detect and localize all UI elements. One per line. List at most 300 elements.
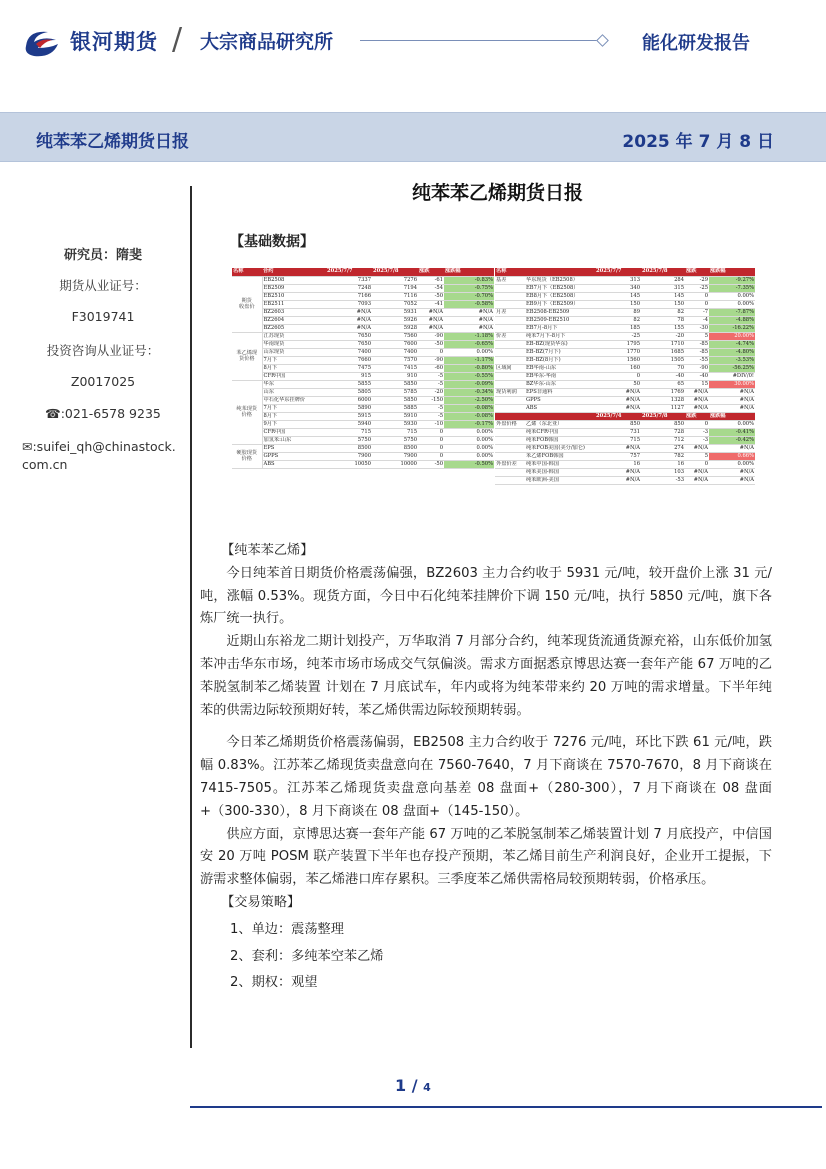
table-cell: -0.50% <box>444 460 494 468</box>
table-cell: 基差 <box>495 276 525 284</box>
table-header-cell: 涨跌 <box>685 268 709 276</box>
table-cell: #N/A <box>444 324 494 332</box>
strategy-title: 【交易策略】 <box>221 894 301 910</box>
table-cell: #N/A <box>709 396 755 404</box>
table-cell: -0.83% <box>444 276 494 284</box>
table-cell: 5926 <box>372 316 418 324</box>
table-cell: 712 <box>641 436 685 444</box>
page-number: 1 / 4 <box>395 1076 431 1095</box>
table-cell: 7052 <box>372 300 418 308</box>
table-header-cell: 合约 <box>262 268 326 276</box>
table-row <box>232 396 494 404</box>
table-cell: 9月下 <box>262 420 326 428</box>
table-row <box>232 284 494 292</box>
table-row <box>232 364 494 372</box>
table-cell: 0 <box>685 460 709 468</box>
table-cell: 5931 <box>372 308 418 316</box>
table-cell: EB2511 <box>262 300 326 308</box>
table-header-cell: 名称 <box>232 268 262 276</box>
table-cell: 6000 <box>326 396 372 404</box>
table-cell: #N/A <box>685 468 709 476</box>
table-cell: 山东 <box>262 388 326 396</box>
table-cell: ABS <box>525 404 595 412</box>
table-cell: 7650 <box>326 340 372 348</box>
table-cell: 0.00% <box>709 420 755 428</box>
table-header-cell: 2025/7/8 <box>372 268 418 276</box>
table-cell: #N/A <box>685 444 709 452</box>
table-cell: -0.08% <box>444 412 494 420</box>
table-cell: CFR中国 <box>262 428 326 436</box>
table-cell: -25 <box>595 332 641 340</box>
table-group-cell: 苯乙烯现 货价格 <box>232 332 262 380</box>
table-header-cell: 名称 <box>495 268 525 276</box>
table-cell: BZ2605 <box>262 324 326 332</box>
table-row <box>495 380 755 388</box>
table-cell: 江苏现货 <box>262 332 326 340</box>
table-cell: EB-BZ(8月下) <box>525 356 595 364</box>
table-cell <box>495 396 525 404</box>
table-cell: 7276 <box>372 276 418 284</box>
table-cell <box>495 292 525 300</box>
table-cell: #N/A <box>595 468 641 476</box>
table-cell: 1560 <box>595 356 641 364</box>
table-cell: BZ2603 <box>262 308 326 316</box>
banner-date: 2025 年 7 月 8 日 <box>622 132 774 152</box>
table-cell: EB华南-山东 <box>525 364 595 372</box>
table-cell: 782 <box>641 452 685 460</box>
table-cell: 65 <box>641 380 685 388</box>
table-cell: 15 <box>685 380 709 388</box>
table-header-cell: 2025/7/8 <box>641 268 685 276</box>
table-cell: #N/A <box>326 324 372 332</box>
footer-rule <box>190 1106 822 1108</box>
table-cell: -4.74% <box>709 340 755 348</box>
table-cell: 5910 <box>372 412 418 420</box>
table-cell: #DIV/0! <box>709 372 755 380</box>
table-cell: 103 <box>641 468 685 476</box>
table-row <box>495 332 755 340</box>
table-cell: #N/A <box>595 396 641 404</box>
table-header-cell <box>525 412 595 420</box>
table-row <box>232 380 494 388</box>
table-cell: -41 <box>418 300 444 308</box>
table-header-row <box>495 268 755 276</box>
invest-cert-label: 投资咨询从业证号： <box>46 343 160 358</box>
table-cell: -54 <box>418 284 444 292</box>
table-cell: #N/A <box>595 444 641 452</box>
table-row <box>232 372 494 380</box>
table-cell: 313 <box>595 276 641 284</box>
table-cell: -10 <box>418 420 444 428</box>
header-rule <box>360 40 602 41</box>
table-row <box>232 340 494 348</box>
table-cell: 0.00% <box>709 300 755 308</box>
table-cell: -53 <box>641 476 685 484</box>
table-cell: 1795 <box>595 340 641 348</box>
table-cell: 0 <box>418 436 444 444</box>
table-cell: -29 <box>685 276 709 284</box>
table-cell: -7 <box>685 308 709 316</box>
table-cell: -30 <box>685 324 709 332</box>
table-header-cell: 2025/7/4 <box>595 412 641 420</box>
table-row <box>495 444 755 452</box>
table-cell: 850 <box>641 420 685 428</box>
table-cell: 1685 <box>641 348 685 356</box>
table-cell: 315 <box>641 284 685 292</box>
table-cell: -40 <box>685 372 709 380</box>
table-cell: 715 <box>372 428 418 436</box>
table-cell: 0 <box>685 420 709 428</box>
table-row <box>495 348 755 356</box>
table-cell <box>495 356 525 364</box>
table-cell: -4.80% <box>709 348 755 356</box>
section-basic-data: 【基础数据】 <box>230 234 314 250</box>
table-cell: 7248 <box>326 284 372 292</box>
table-cell: -0.09% <box>444 380 494 388</box>
table-cell <box>495 284 525 292</box>
table-cell: -16.22% <box>709 324 755 332</box>
table-row <box>232 324 494 332</box>
table-cell: 纯苯FOB美国(美分/加仑) <box>525 444 595 452</box>
table-row <box>495 372 755 380</box>
sidebar-divider <box>190 186 192 1048</box>
galaxy-logo-icon <box>22 26 62 60</box>
table-cell <box>495 476 525 484</box>
table-cell: 915 <box>326 372 372 380</box>
table-cell: #N/A <box>595 388 641 396</box>
table-cell: #N/A <box>444 316 494 324</box>
table-cell: #N/A <box>595 476 641 484</box>
strategy-item-2: 2、套利：多纯苯空苯乙烯 <box>230 948 384 964</box>
table-cell: -150 <box>418 396 444 404</box>
table-cell: EB9月下（EB2509） <box>525 300 595 308</box>
brand-separator: / <box>172 22 183 57</box>
table-cell: CFR中国 <box>262 372 326 380</box>
table-cell: GPPS <box>525 396 595 404</box>
table-cell: -0.58% <box>444 300 494 308</box>
table-row <box>232 276 494 284</box>
table-cell: 5930 <box>372 420 418 428</box>
table-cell: 155 <box>641 324 685 332</box>
table-cell: 7560 <box>372 332 418 340</box>
table-cell: 纯苯欧洲-美国 <box>525 476 595 484</box>
table-cell: 82 <box>595 316 641 324</box>
table-cell: -56.25% <box>709 364 755 372</box>
table-cell: -85 <box>685 348 709 356</box>
table-cell: 185 <box>595 324 641 332</box>
table-cell: #N/A <box>418 308 444 316</box>
table-cell: 731 <box>595 428 641 436</box>
strategy-item-1: 1、单边：震荡整理 <box>230 921 344 937</box>
table-header-cell <box>495 412 525 420</box>
table-cell: 中石化华东挂牌价 <box>262 396 326 404</box>
table-cell: 0.00% <box>444 428 494 436</box>
table-cell: 10000 <box>372 460 418 468</box>
table-cell: 284 <box>641 276 685 284</box>
table-cell <box>495 428 525 436</box>
table-cell: 0 <box>685 292 709 300</box>
table-cell: 8月下 <box>262 364 326 372</box>
table-cell: 0.00% <box>444 452 494 460</box>
table-cell: 苯乙烯FOB韩国 <box>525 452 595 460</box>
table-header-cell: 涨跌 <box>418 268 444 276</box>
table-row <box>232 292 494 300</box>
table-cell: 340 <box>595 284 641 292</box>
left-data-table <box>232 268 494 469</box>
table-row <box>495 356 755 364</box>
table-cell: 7570 <box>372 356 418 364</box>
table-cell: 0.00% <box>709 292 755 300</box>
report-type: 能化研发报告 <box>642 33 750 54</box>
table-cell: #N/A <box>418 324 444 332</box>
table-row <box>232 428 494 436</box>
table-cell: 7660 <box>326 356 372 364</box>
table-row <box>495 460 755 468</box>
phone: ☎:021-6578 9235 <box>45 406 161 421</box>
table-cell: 华南现货 <box>262 340 326 348</box>
table-cell: 0 <box>685 300 709 308</box>
brand-name: 银河期货 <box>70 30 158 54</box>
table-cell <box>495 340 525 348</box>
spacer <box>200 722 772 732</box>
table-row <box>232 300 494 308</box>
table-cell: 区域间 <box>495 364 525 372</box>
table-cell: 757 <box>595 452 641 460</box>
table-cell: 纯苯美国-韩国 <box>525 468 595 476</box>
table-cell: -0.34% <box>444 388 494 396</box>
table-cell: -2.50% <box>444 396 494 404</box>
futures-cert-label: 期货从业证号： <box>59 278 147 293</box>
table-cell: -55 <box>685 356 709 364</box>
table-cell: EPS非通料 <box>525 388 595 396</box>
paragraph-eb-2: 供应方面，京博思达赛一套年产能 67 万吨的乙苯脱氢制苯乙烯装置计划 7 月底投产，中信国安 20 万吨 POSM 联产装置下半年也存投产预期，苯乙烯目前生产利润良好，企业开工提振，下游需求整体偏弱，苯乙烯港口库存累积。三季度苯乙烯供需格局较预期转弱，价格承压。 <box>200 826 772 888</box>
table-group-cell: 纯苯现货 价格 <box>232 380 262 444</box>
table-cell: -1.18% <box>444 332 494 340</box>
paragraph-bz-1: 今日纯苯首日期货价格震荡偏强，BZ2603 主力合约收于 5931 元/吨，较开盘价上涨 31 元/ 吨，涨幅 0.53%。现货方面，今日中石化纯苯挂牌价下调 150 元/吨，执行 5850 元/吨，旗下各炼厂统一执行。 <box>200 565 772 627</box>
table-cell: -5 <box>418 412 444 420</box>
table-cell: -4 <box>685 316 709 324</box>
table-cell: 5785 <box>372 388 418 396</box>
table-cell: 70 <box>641 364 685 372</box>
table-row <box>232 316 494 324</box>
table-header-cell: 2025/7/8 <box>641 412 685 420</box>
table-cell: 5915 <box>326 412 372 420</box>
table-cell: -3 <box>685 436 709 444</box>
table-cell: #N/A <box>595 404 641 412</box>
institute-name: 大宗商品研究所 <box>200 31 334 53</box>
table-row <box>232 404 494 412</box>
table-cell: 7600 <box>372 340 418 348</box>
table-cell: -3.53% <box>709 356 755 364</box>
table-row <box>232 412 494 420</box>
table-cell: -0.17% <box>444 420 494 428</box>
table-cell <box>495 452 525 460</box>
table-cell: EB2508-EB2509 <box>525 308 595 316</box>
table-cell: #N/A <box>685 396 709 404</box>
banner-title: 纯苯苯乙烯期货日报 <box>36 132 189 152</box>
table-cell: 7400 <box>326 348 372 356</box>
table-cell: EB2510 <box>262 292 326 300</box>
table-cell: 5750 <box>372 436 418 444</box>
table-cell: -0.08% <box>444 404 494 412</box>
table-cell: 20.00% <box>709 332 755 340</box>
table-row <box>495 324 755 332</box>
table-cell: 月差 <box>495 308 525 316</box>
table-cell: 1127 <box>641 404 685 412</box>
table-cell: -0.80% <box>444 364 494 372</box>
table-cell: 价差 <box>495 332 525 340</box>
table-cell: GPPS <box>262 452 326 460</box>
futures-cert: F3019741 <box>71 309 135 324</box>
table-cell: 7400 <box>372 348 418 356</box>
table-cell: -0.75% <box>444 284 494 292</box>
table-cell: 乙烯（东北亚） <box>525 420 595 428</box>
table-header-cell: 涨跌幅 <box>444 268 494 276</box>
table-cell: EB7月下（EB2508） <box>525 284 595 292</box>
table-cell: #N/A <box>709 404 755 412</box>
table-cell: 5 <box>685 332 709 340</box>
table-cell: 274 <box>641 444 685 452</box>
table-cell <box>495 372 525 380</box>
table-cell: 150 <box>595 300 641 308</box>
table-row <box>495 292 755 300</box>
table-cell: #N/A <box>685 404 709 412</box>
table-cell <box>495 348 525 356</box>
table-cell: -5 <box>418 404 444 412</box>
table-cell: 89 <box>595 308 641 316</box>
table-cell: -61 <box>418 276 444 284</box>
table-cell: 0 <box>418 444 444 452</box>
table-cell: #N/A <box>685 476 709 484</box>
table-row <box>232 460 494 468</box>
table-row <box>495 436 755 444</box>
table-cell: 7月下 <box>262 356 326 364</box>
table-cell: 5940 <box>326 420 372 428</box>
table-cell: -90 <box>418 332 444 340</box>
table-header-cell: 2025/7/7 <box>595 268 641 276</box>
table-cell: EPS <box>262 444 326 452</box>
table-cell: -85 <box>685 340 709 348</box>
table-cell: 7月下 <box>262 404 326 412</box>
table-row <box>495 284 755 292</box>
table-header-cell: 涨跌幅 <box>709 412 755 420</box>
table-row <box>495 396 755 404</box>
table-cell <box>495 380 525 388</box>
table-cell: EB-BZ(现货华东) <box>525 340 595 348</box>
table-cell: -40 <box>641 372 685 380</box>
table-row <box>232 348 494 356</box>
table-cell: 5928 <box>372 324 418 332</box>
table-cell: BZ华东-山东 <box>525 380 595 388</box>
table-cell: -20 <box>418 388 444 396</box>
table-row <box>495 428 755 436</box>
table-row <box>232 388 494 396</box>
table-cell: 0 <box>418 428 444 436</box>
table-cell: -0.55% <box>444 372 494 380</box>
table-cell: 1710 <box>641 340 685 348</box>
table-cell: -90 <box>685 364 709 372</box>
table-cell: 7194 <box>372 284 418 292</box>
table-row <box>495 340 755 348</box>
table-cell: -3 <box>685 428 709 436</box>
title-banner <box>0 112 826 162</box>
table-cell: 0.00% <box>444 436 494 444</box>
table-cell: 16 <box>595 460 641 468</box>
table-cell: 16 <box>641 460 685 468</box>
table-cell: 1770 <box>595 348 641 356</box>
table-cell: -20 <box>641 332 685 340</box>
table-cell: 8月下 <box>262 412 326 420</box>
table-cell: 外盘价差 <box>495 460 525 468</box>
table-cell <box>495 468 525 476</box>
table-cell: 0.66% <box>709 452 755 460</box>
table-row <box>495 468 755 476</box>
table-header-cell: 涨跌 <box>685 412 709 420</box>
table-header-cell <box>525 268 595 276</box>
table-cell: BZ2604 <box>262 316 326 324</box>
table-cell: 1505 <box>641 356 685 364</box>
table-row <box>495 404 755 412</box>
table-cell: #N/A <box>444 308 494 316</box>
table-cell: 0.00% <box>709 460 755 468</box>
table-cell: EB-BZ(7月下) <box>525 348 595 356</box>
table-cell: EB2508 <box>262 276 326 284</box>
document-title: 纯苯苯乙烯期货日报 <box>412 182 584 204</box>
table-cell: 华东现货（EB2508） <box>525 276 595 284</box>
table-cell: #N/A <box>326 308 372 316</box>
invest-cert: Z0017025 <box>70 374 136 389</box>
table-cell: 5 <box>685 452 709 460</box>
table-cell: 华东 <box>262 380 326 388</box>
table-cell: 145 <box>595 292 641 300</box>
table-cell: -50 <box>418 460 444 468</box>
table-cell: 5850 <box>372 380 418 388</box>
table-cell: 7166 <box>326 292 372 300</box>
table-cell: 0 <box>595 372 641 380</box>
table-cell: 纯苯中国-韩国 <box>525 460 595 468</box>
table-cell: 910 <box>372 372 418 380</box>
table-cell: -0.41% <box>709 428 755 436</box>
table-cell: 加氢苯:山东 <box>262 436 326 444</box>
table-cell <box>495 324 525 332</box>
table-cell: 山东现货 <box>262 348 326 356</box>
table-header-cell: 2025/7/7 <box>326 268 372 276</box>
table-cell: -1.17% <box>444 356 494 364</box>
table-row <box>232 420 494 428</box>
table-cell: 8500 <box>372 444 418 452</box>
table-cell: 0 <box>418 452 444 460</box>
table-cell: 5885 <box>372 404 418 412</box>
table-cell: 1328 <box>641 396 685 404</box>
table-cell: 7900 <box>372 452 418 460</box>
table-cell: 160 <box>595 364 641 372</box>
table-cell: EB2509-EB2510 <box>525 316 595 324</box>
table-row <box>495 300 755 308</box>
email: ✉:suifei_qh@chinastock.com.cn <box>22 439 176 472</box>
table-cell: 82 <box>641 308 685 316</box>
table-cell: 5750 <box>326 436 372 444</box>
table-cell: -90 <box>418 356 444 364</box>
table-cell: 1769 <box>641 388 685 396</box>
researcher-name: 研究员：隋斐 <box>63 248 142 263</box>
table-row <box>495 476 755 484</box>
table-cell <box>495 436 525 444</box>
table-row <box>232 444 494 452</box>
table-group-cell: 硬胶现货 价格 <box>232 444 262 468</box>
table-cell: -60 <box>418 364 444 372</box>
table-cell: 纯苯7月下-8月下 <box>525 332 595 340</box>
table-cell: 150 <box>641 300 685 308</box>
